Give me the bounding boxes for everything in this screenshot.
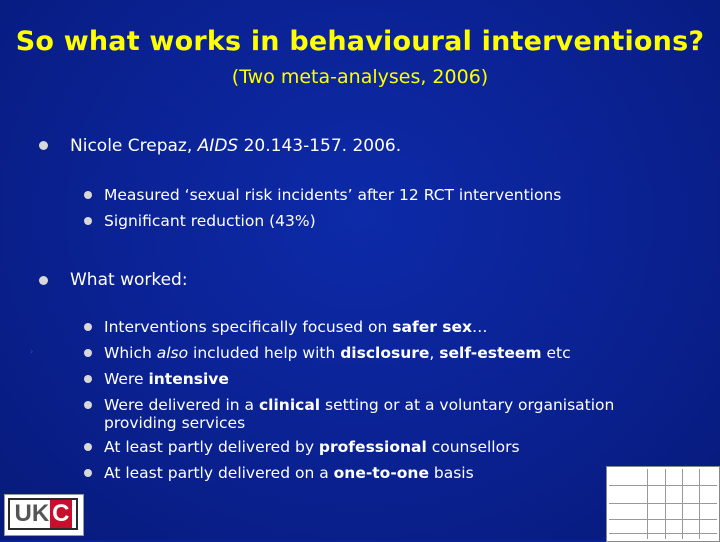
list-item-crepaz: [70, 136, 401, 156]
bullet-icon: [84, 443, 92, 451]
bullet-icon: [84, 349, 92, 357]
ukc-logo: [4, 494, 84, 536]
logo-text-c: C: [52, 500, 70, 527]
thumbnail-rule: [665, 469, 666, 539]
thumbnail-rule: [609, 533, 717, 534]
table-thumbnail: [606, 466, 720, 542]
bullet-icon: [84, 375, 92, 383]
thumbnail-rule: [609, 519, 717, 520]
list-item-professional: At least partly delivered by professional counsellors: [104, 438, 520, 456]
list-item-reduction: Significant reduction (43%): [104, 212, 316, 230]
list-item-measured: Measured ‘sexual risk incidents’ after 12 RCT interventions: [104, 186, 562, 204]
stray-mark: ›: [30, 347, 34, 356]
slide-title: So what works in behavioural interventions?: [15, 26, 705, 57]
bullet-icon: [84, 191, 92, 199]
thumbnail-rule: [682, 469, 683, 539]
bullet-icon: [39, 276, 48, 285]
ukc-logo-frame: [8, 498, 78, 530]
list-item-clinical: Were delivered in a clinical setting or at a voluntary organisation: [104, 396, 615, 414]
bullet-icon: [84, 469, 92, 477]
bullet-icon: [84, 323, 92, 331]
list-item-safer-sex: Interventions specifically focused on safer sex…: [104, 318, 488, 336]
citation-journal: AIDS: [197, 136, 239, 156]
thumbnail-rule: [609, 485, 717, 486]
slide-subtitle: (Two meta-analyses, 2006): [231, 66, 489, 88]
thumbnail-rule: [609, 503, 717, 504]
list-item-intensive: Were intensive: [104, 370, 229, 388]
bullet-icon: [84, 217, 92, 225]
citation-details: 20.143-157. 2006.: [238, 136, 402, 156]
list-item-one-to-one: At least partly delivered on a one-to-one basis: [104, 464, 474, 482]
bullet-icon: [84, 401, 92, 409]
thumbnail-rule: [647, 469, 648, 539]
thumbnail-rule: [699, 469, 700, 539]
citation-author: Nicole Crepaz,: [70, 136, 198, 156]
list-item-disclosure: Which also included help with disclosure, self-esteem etc: [104, 344, 571, 362]
logo-text-uk: UK: [14, 500, 50, 527]
bullet-icon: [39, 141, 48, 150]
list-item-clinical-continued: providing services: [104, 414, 246, 432]
list-item-what-worked: What worked:: [70, 270, 188, 290]
